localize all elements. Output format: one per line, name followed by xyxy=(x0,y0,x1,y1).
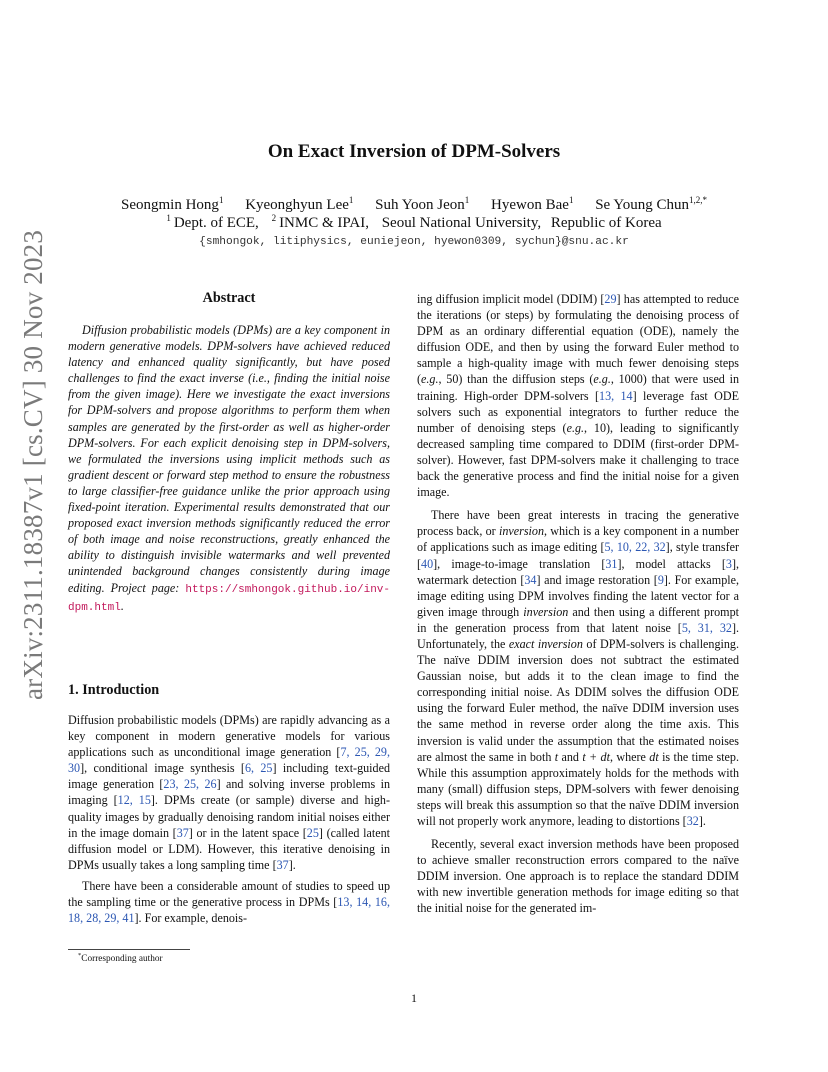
citation-link[interactable]: 3 xyxy=(725,556,732,571)
arxiv-identifier-stamp: arXiv:2311.18387v1 [cs.CV] 30 Nov 2023 xyxy=(18,229,48,700)
abstract-body: Diffusion probabilistic models (DPMs) are a key component in modern generative models. DPM-solvers have achieved reduced latency and enhanced quality significantly, but have posed challenges to find the exact inverse (i.e., finding the initial noise from the given image). Here we investigate the exact inversions for DPM-solvers and propose algorithms to perform them when samples are generated by the first-order as well as higher-order DPM-solvers. For each explicit denoising step in DPM-solvers, we formulated the inversions using implicit methods such as gradient descent or forward step method to ensure the robustness to large classifier-free guidance unlike the prior approach using fixed-point iteration. Experimental results demonstrated that our proposed exact inversion methods significantly reduced the error of both image and noise reconstructions, greatly enhanced the ability to distinguish invisible watermarks and well prevented unintended background changes consistently during image editing. Project page: https://smhongok.github.io/inv-dpm.html. xyxy=(68,323,391,614)
citation-link[interactable]: 23, 25, 26 xyxy=(163,777,217,792)
paragraph: Recently, several exact inversion methods have been proposed to achieve smaller reconstruction errors compared to the naïve DDIM inversion. One approach is to replace the standard DDIM with new invertible generation methods for image editing so that the initial noise for the generated im- xyxy=(417,837,739,916)
introduction-left-column xyxy=(68,712,390,931)
affiliation-line: $^1$ Dept. of ECE, $^2$ INMC & IPAI, Seoul National University, Republic of Korea xyxy=(166,213,662,231)
citation-link[interactable]: 6, 25 xyxy=(244,761,273,776)
citation-link[interactable]: 32 xyxy=(686,814,699,828)
paragraph: Diffusion probabilistic models (DPMs) are rapidly advancing as a key component in modern generative models for various applications such as unconditional image generation [7, 25, 29, 30], conditional image synthesis [6, 25] including text-guided image generation [23, 25, 26] and solving inverse problems in imaging [12, 15]. DPMs create (or sample) diverse and high-quality images by gradually denoising random initial noises either in the image domain [37] or in the latent space [25] (called latent diffusion model or LDM). However, this iterative denoising in DPMs usually takes a long sampling time [37]. xyxy=(68,713,391,872)
paper-title: On Exact Inversion of DPM-Solvers xyxy=(267,141,561,162)
author-emails: {smhongok, litiphysics, euniejeon, hyewon0309, sychun}@snu.ac.kr xyxy=(199,236,629,248)
citation-link[interactable]: 5, 10, 22, 32 xyxy=(604,540,666,555)
citation-link[interactable]: 5, 31, 32 xyxy=(681,620,732,635)
footnote: *Corresponding author xyxy=(78,952,163,965)
citation-link[interactable]: 13, 14 xyxy=(599,388,633,403)
citation-link[interactable]: 34 xyxy=(524,572,537,587)
footnote-rule xyxy=(68,949,190,950)
citation-link[interactable]: 9 xyxy=(657,572,664,587)
author: Kyeonghyun Lee$^1$ xyxy=(245,195,354,213)
citation-link[interactable]: 13, 14, 16, 18, 28, 29, 41 xyxy=(68,895,391,926)
author: Hyewon Bae$^1$ xyxy=(491,195,574,213)
section-heading-introduction: 1. Introduction xyxy=(68,682,160,698)
abstract-heading: Abstract xyxy=(202,290,256,306)
citation-link[interactable]: 7, 25, 29, 30 xyxy=(68,745,390,776)
citation-link[interactable]: 40 xyxy=(421,556,434,571)
author: Seongmin Hong$^1$ xyxy=(121,195,224,213)
paragraph: ing diffusion implicit model (DDIM) [29] has attempted to reduce the iterations (or steps) by formulating the denoising process of DPM as an ordinary differential equation (ODE), namely the diffusion ODE, and then by using the forward Euler method to sample a high-quality image with much fewer denoising steps (e.g., 50) than the diffusion steps (e.g., 1000) that were used in training. High-order DPM-solvers [13, 14] leverage fast ODE solvers such as exponential integrators to further reduce the number of denoising steps (e.g., 10), leading to significantly decreased sampling time compared to DDIM (first-order DPM-solver). However, fast DPM-solvers make it challenging to trace back the generative process and find the initial noise for a given image. xyxy=(417,292,740,500)
introduction-right-column xyxy=(417,291,739,924)
author: Suh Yoon Jeon$^1$ xyxy=(375,195,470,213)
citation-link[interactable]: 25 xyxy=(306,825,319,840)
citation-link[interactable]: 31 xyxy=(605,556,618,571)
paragraph: There have been a considerable amount of studies to speed up the sampling time or the generative process in DPMs [13, 14, 16, 18, 28, 29, 41]. For example, denois- xyxy=(68,878,391,926)
author-list xyxy=(0,195,828,214)
author: Se Young Chun$^{1,2,*}$ xyxy=(595,195,707,213)
citation-link[interactable]: 37 xyxy=(276,857,289,872)
paragraph: There have been great interests in tracing the generative process back, or inversion, which is a key component in a number of applications such as image editing [5, 10, 22, 32], style transfer [40], image-to-image translation [31], model attacks [3], watermark detection [34] and image restoration [9]. For example, image editing using DPM involves finding the latent vector for a given image through inversion and then using a different prompt in the generation process from that latent noise [5, 31, 32]. Unfortunately, the exact inversion of DPM-solvers is challenging. The naïve DDIM inversion does not subtract the estimated Gaussian noise, but adds it to the clean image to find the corresponding initial noise. As DDIM solves the diffusion ODE using the forward Euler method, the naïve DDIM inversion uses the same method in reverse order along the time axis. This inversion is valid under the assumption that the estimated noises are almost the same in both t and t + dt, where dt is the time step. While this assumption approximately holds for the methods with many (small) diffusion steps, DPM-solvers with fewer denoising steps will break this assumption so that the naïve DDIM inversion will not properly work anymore, leading to distortions [32]. xyxy=(417,508,740,828)
page-number: 1 xyxy=(411,991,417,1005)
project-page-link[interactable]: https://smhongok.github.io/inv-dpm.html xyxy=(68,583,391,614)
citation-link[interactable]: 37 xyxy=(176,825,189,840)
citation-link[interactable]: 12, 15 xyxy=(117,793,151,808)
citation-link[interactable]: 29 xyxy=(604,292,617,306)
